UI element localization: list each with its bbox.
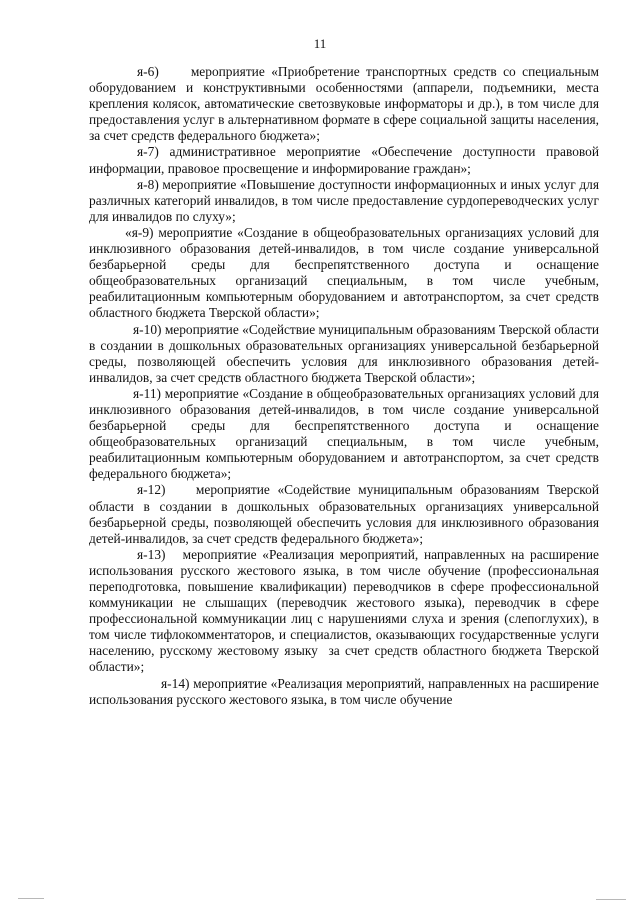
paragraph-ya-11: я-11) мероприятие «Создание в общеобразовательных организациях условий для инклюзивного образования детей-инвалидов, в том числе создание универсальной безбарьерной среды для беспрепятственного доступа и оснащение общеобразовательных организаций специальным, в том числе учебным, реабилитационным компьютерным оборудованием и автотранспортом, за счет средств федерального бюджета»; <box>89 385 599 482</box>
paragraph-ya-9: «я-9) мероприятие «Создание в общеобразовательных организациях условий для инклюзивного образования детей-инвалидов, в том числе создание универсальной безбарьерной среды для беспрепятственного доступа и оснащение общеобразовательных организаций специальным, в том числе учебным, реабилитационным компьютерным оборудованием и автотранспортом, за счет средств областного бюджета Тверской области»; <box>89 224 599 321</box>
paragraph-ya-7: я-7) административное мероприятие «Обеспечение доступности правовой информации, правовое просвещение и информирование граждан»; <box>89 144 599 176</box>
scan-edge-mark <box>596 899 626 900</box>
paragraph-ya-6: я-6) мероприятие «Приобретение транспортных средств со специальным оборудованием и конструктивными особенностями (аппарели, подъемники, места крепления колясок, автоматические светозвуковые информаторы и др.), в том числе для предоставления услуг в альтернативном формате в сфере социальной защиты населения, за счет средств федерального бюджета»; <box>89 64 599 144</box>
paragraph-ya-8: я-8) мероприятие «Повышение доступности информационных и иных услуг для различных категорий инвалидов, в том числе предоставление сурдопереводческих услуг для инвалидов по слуху»; <box>89 176 599 224</box>
paragraph-ya-13: я-13) мероприятие «Реализация мероприятий, направленных на расширение использования русского жестового языка, в том числе обучение (профессиональная переподготовка, повышение квалификации) переводчиков в сфере профессиональной коммуникации не слышащих (переводчик жестового языка), переводчик в сфере профессиональной коммуникации лиц с нарушениями слуха и зрения (слепоглухих), в том числе тифлокомментаторов, и специалистов, оказывающих государственные услуги населению, русскому жестовому языку за счет средств областного бюджета Тверской области»; <box>89 546 599 675</box>
scan-edge-mark <box>18 898 44 899</box>
paragraph-ya-10: я-10) мероприятие «Содействие муниципальным образованиям Тверской области в создании в дошкольных образовательных организациях универсальной безбарьерной среды, позволяющей обеспечить условия для инклюзивного образования детей-инвалидов, за счет средств областного бюджета Тверской области»; <box>89 321 599 385</box>
paragraph-ya-14: я-14) мероприятие «Реализация мероприятий, направленных на расширение использования русского жестового языка, в том числе обучение <box>89 675 599 707</box>
paragraph-ya-12: я-12) мероприятие «Содействие муниципальным образованиям Тверской области в создании в дошкольных образовательных организациях универсальной безбарьерной среды, позволяющей обеспечить условия для инклюзивного образования детей-инвалидов, за счет средств федерального бюджета»; <box>89 482 599 546</box>
page-number: 11 <box>313 36 327 51</box>
document-body <box>89 64 599 708</box>
